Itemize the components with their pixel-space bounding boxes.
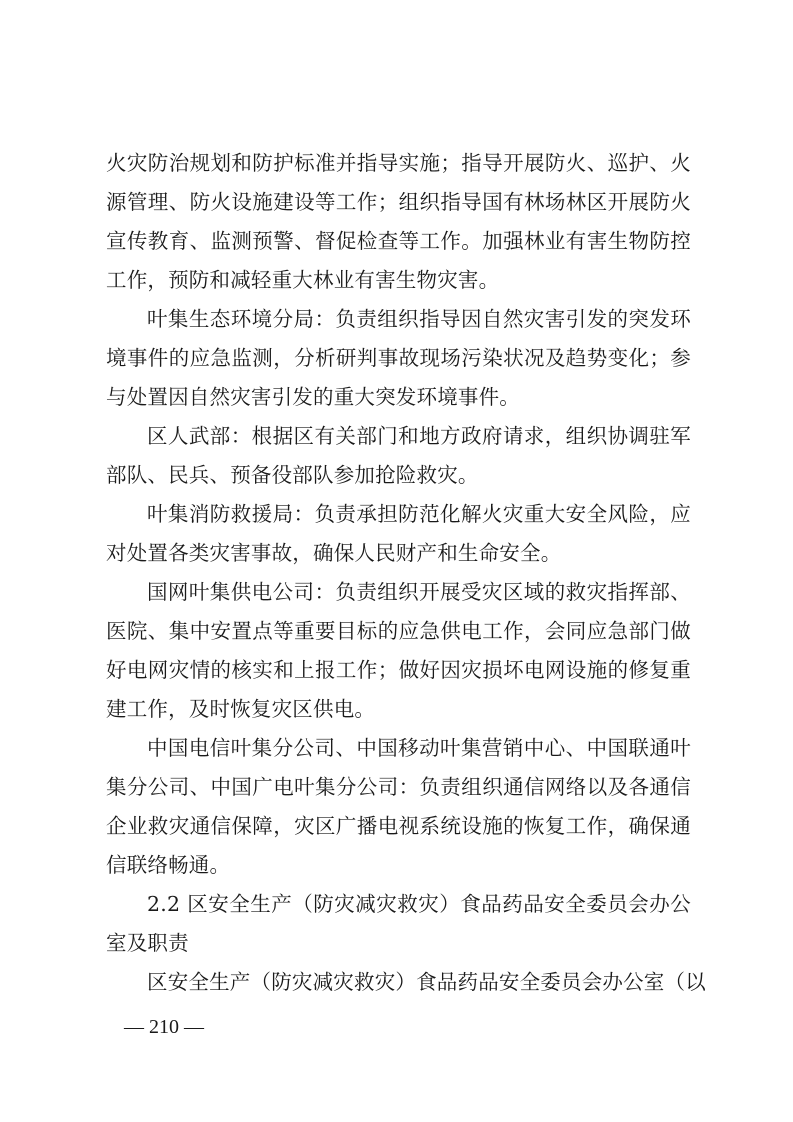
paragraph-line: 部队、民兵、预备役部队参加抢险救灾。	[106, 463, 479, 487]
paragraph-line: 区安全生产（防灾减灾救灾）食品药品安全委员会办公室（以	[147, 970, 706, 994]
paragraph-line: 中国电信叶集分公司、中国移动叶集营销中心、中国联通叶	[147, 736, 691, 760]
paragraph-line: 国网叶集供电公司：负责组织开展受灾区域的救灾指挥部、	[147, 580, 691, 604]
paragraph-line: 好电网灾情的核实和上报工作；做好因灾损坏电网设施的修复重	[106, 658, 691, 682]
paragraph-line: 火灾防治规划和防护标准并指导实施；指导开展防火、巡护、火	[106, 151, 691, 175]
section-heading: 2.2 区安全生产（防灾减灾救灾）食品药品安全委员会办公	[147, 892, 691, 916]
paragraph-line: 与处置因自然灾害引发的重大突发环境事件。	[106, 385, 520, 409]
paragraph-line: 叶集生态环境分局：负责组织指导因自然灾害引发的突发环	[147, 307, 691, 331]
paragraph-line: 建工作，及时恢复灾区供电。	[106, 697, 376, 721]
paragraph-line: 信联络畅通。	[106, 853, 231, 877]
paragraph-line: 源管理、防火设施建设等工作；组织指导国有林场林区开展防火	[106, 190, 691, 214]
paragraph-line: 宣传教育、监测预警、督促检查等工作。加强林业有害生物防控	[106, 229, 691, 253]
paragraph-line: 集分公司、中国广电叶集分公司：负责组织通信网络以及各通信	[106, 775, 691, 799]
paragraph-line: 医院、集中安置点等重要目标的应急供电工作，会同应急部门做	[106, 619, 691, 643]
page-number: — 210 —	[124, 1016, 204, 1038]
paragraph-line: 工作，预防和减轻重大林业有害生物灾害。	[106, 268, 500, 292]
paragraph-line: 对处置各类灾害事故，确保人民财产和生命安全。	[106, 541, 562, 565]
section-heading: 室及职责	[106, 931, 189, 955]
paragraph-line: 境事件的应急监测，分析研判事故现场污染状况及趋势变化；参	[106, 346, 691, 370]
paragraph-line: 叶集消防救援局：负责承担防范化解火灾重大安全风险，应	[147, 502, 691, 526]
paragraph-line: 区人武部：根据区有关部门和地方政府请求，组织协调驻军	[147, 424, 691, 448]
paragraph-line: 企业救灾通信保障，灾区广播电视系统设施的恢复工作，确保通	[106, 814, 691, 838]
